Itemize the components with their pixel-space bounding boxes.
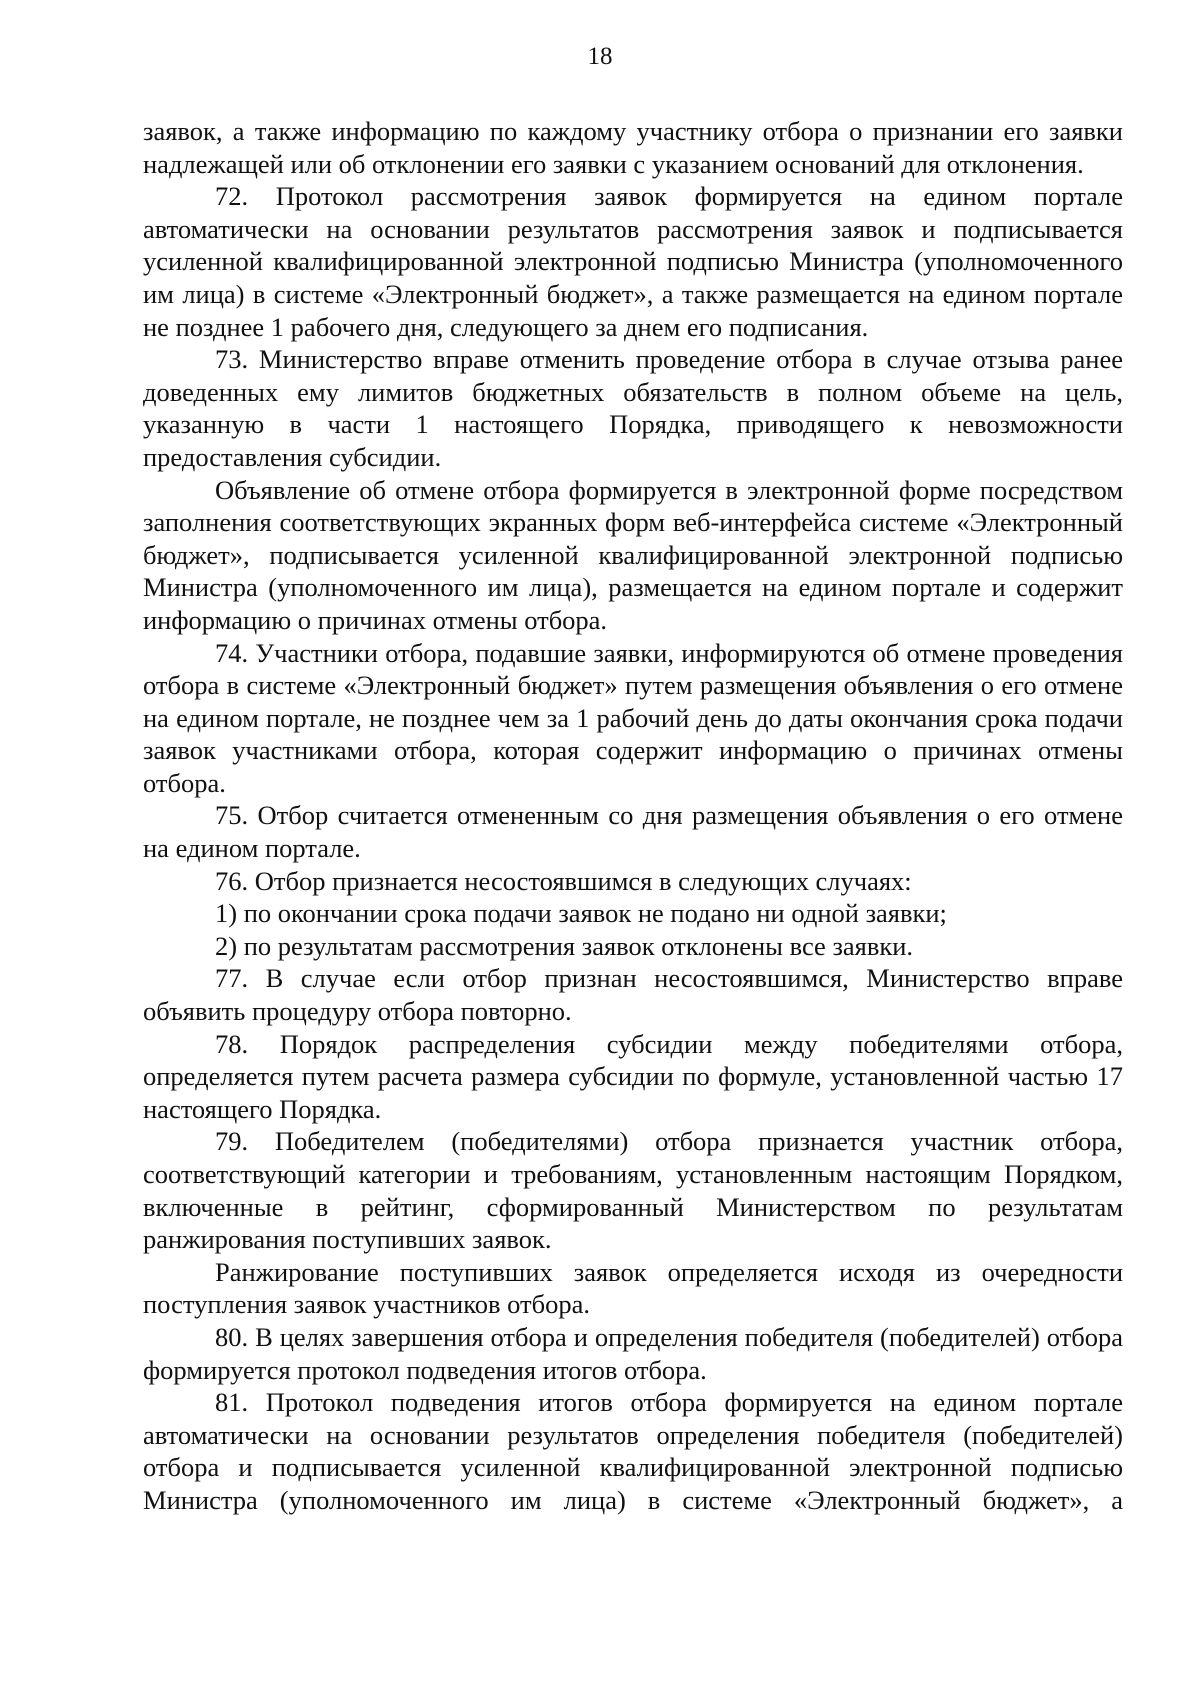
paragraph-72: 72. Протокол рассмотрения заявок формируется на едином портале автоматически на основании результатов рассмотрения заявок и подписывается усиленной квалифицированной электронной подписью Министра (уполномоченного им лица) в системе «Электронный бюджет», а также размещается на едином портале не позднее 1 рабочего дня, следующего за днем его подписания. — [143, 181, 1123, 342]
paragraph-79-ranking: Ранжирование поступивших заявок определяется исходя из очередности поступления заявок участников отбора. — [143, 1256, 1123, 1320]
paragraph-continuation: заявок, а также информацию по каждому участнику отбора о признании его заявки надлежащей или об отклонении его заявки с указанием оснований для отклонения. — [143, 116, 1123, 179]
document-body — [143, 115, 1123, 1517]
paragraph-75: 75. Отбор считается отмененным со дня размещения объявления о его отмене на едином портале. — [143, 800, 1123, 864]
paragraph-78: 78. Порядок распределения субсидии между победителями отбора, определяется путем расчета размера субсидии по формуле, установленной частью 17 настоящего Порядка. — [143, 1028, 1123, 1124]
paragraph-74: 74. Участники отбора, подавшие заявки, информируются об отмене проведения отбора в системе «Электронный бюджет» путем размещения объявления о его отмене на едином портале, не позднее чем за 1 рабочий день до даты окончания срока подачи заявок участниками отбора, которая содержит информацию о причинах отмены отбора. — [143, 637, 1123, 798]
paragraph-73: 73. Министерство вправе отменить проведение отбора в случае отзыва ранее доведенных ему лимитов бюджетных обязательств в полном объеме на цель, указанную в части 1 настоящего Порядка, приводящего к невозможности предоставления субсидии. — [143, 344, 1123, 472]
paragraph-73-announcement: Объявление об отмене отбора формируется в электронной форме посредством заполнения соответствующих экранных форм веб-интерфейса системе «Электронный бюджет», подписывается усиленной квалифицированной электронной подписью Министра (уполномоченного им лица), размещается на едином портале и содержит информацию о причинах отмены отбора. — [143, 474, 1123, 635]
paragraph-76-item-1: 1) по окончании срока подачи заявок не подано ни одной заявки; — [215, 898, 947, 929]
paragraph-81: 81. Протокол подведения итогов отбора формируется на едином портале автоматически на основании результатов определения победителя (победителей) отбора и подписывается усиленной квалифицированной электронной подписью Министра (уполномоченного им лица) в системе «Электронный бюджет», а — [143, 1387, 1123, 1515]
paragraph-77: 77. В случае если отбор признан несостоявшимся, Министерство вправе объявить процедуру отбора повторно. — [143, 963, 1123, 1027]
paragraph-76: 76. Отбор признается несостоявшимся в следующих случаях: — [215, 865, 912, 896]
paragraph-79: 79. Победителем (победителями) отбора признается участник отбора, соответствующий категории и требованиям, установленным настоящим Порядком, включенные в рейтинг, сформированный Министерством по результатам ранжирования поступивших заявок. — [143, 1126, 1123, 1255]
paragraph-80: 80. В целях завершения отбора и определения победителя (победителей) отбора формируется протокол подведения итогов отбора. — [143, 1321, 1123, 1385]
page-number: 18 — [587, 43, 613, 70]
paragraph-76-item-2: 2) по результатам рассмотрения заявок отклонены все заявки. — [215, 930, 914, 961]
